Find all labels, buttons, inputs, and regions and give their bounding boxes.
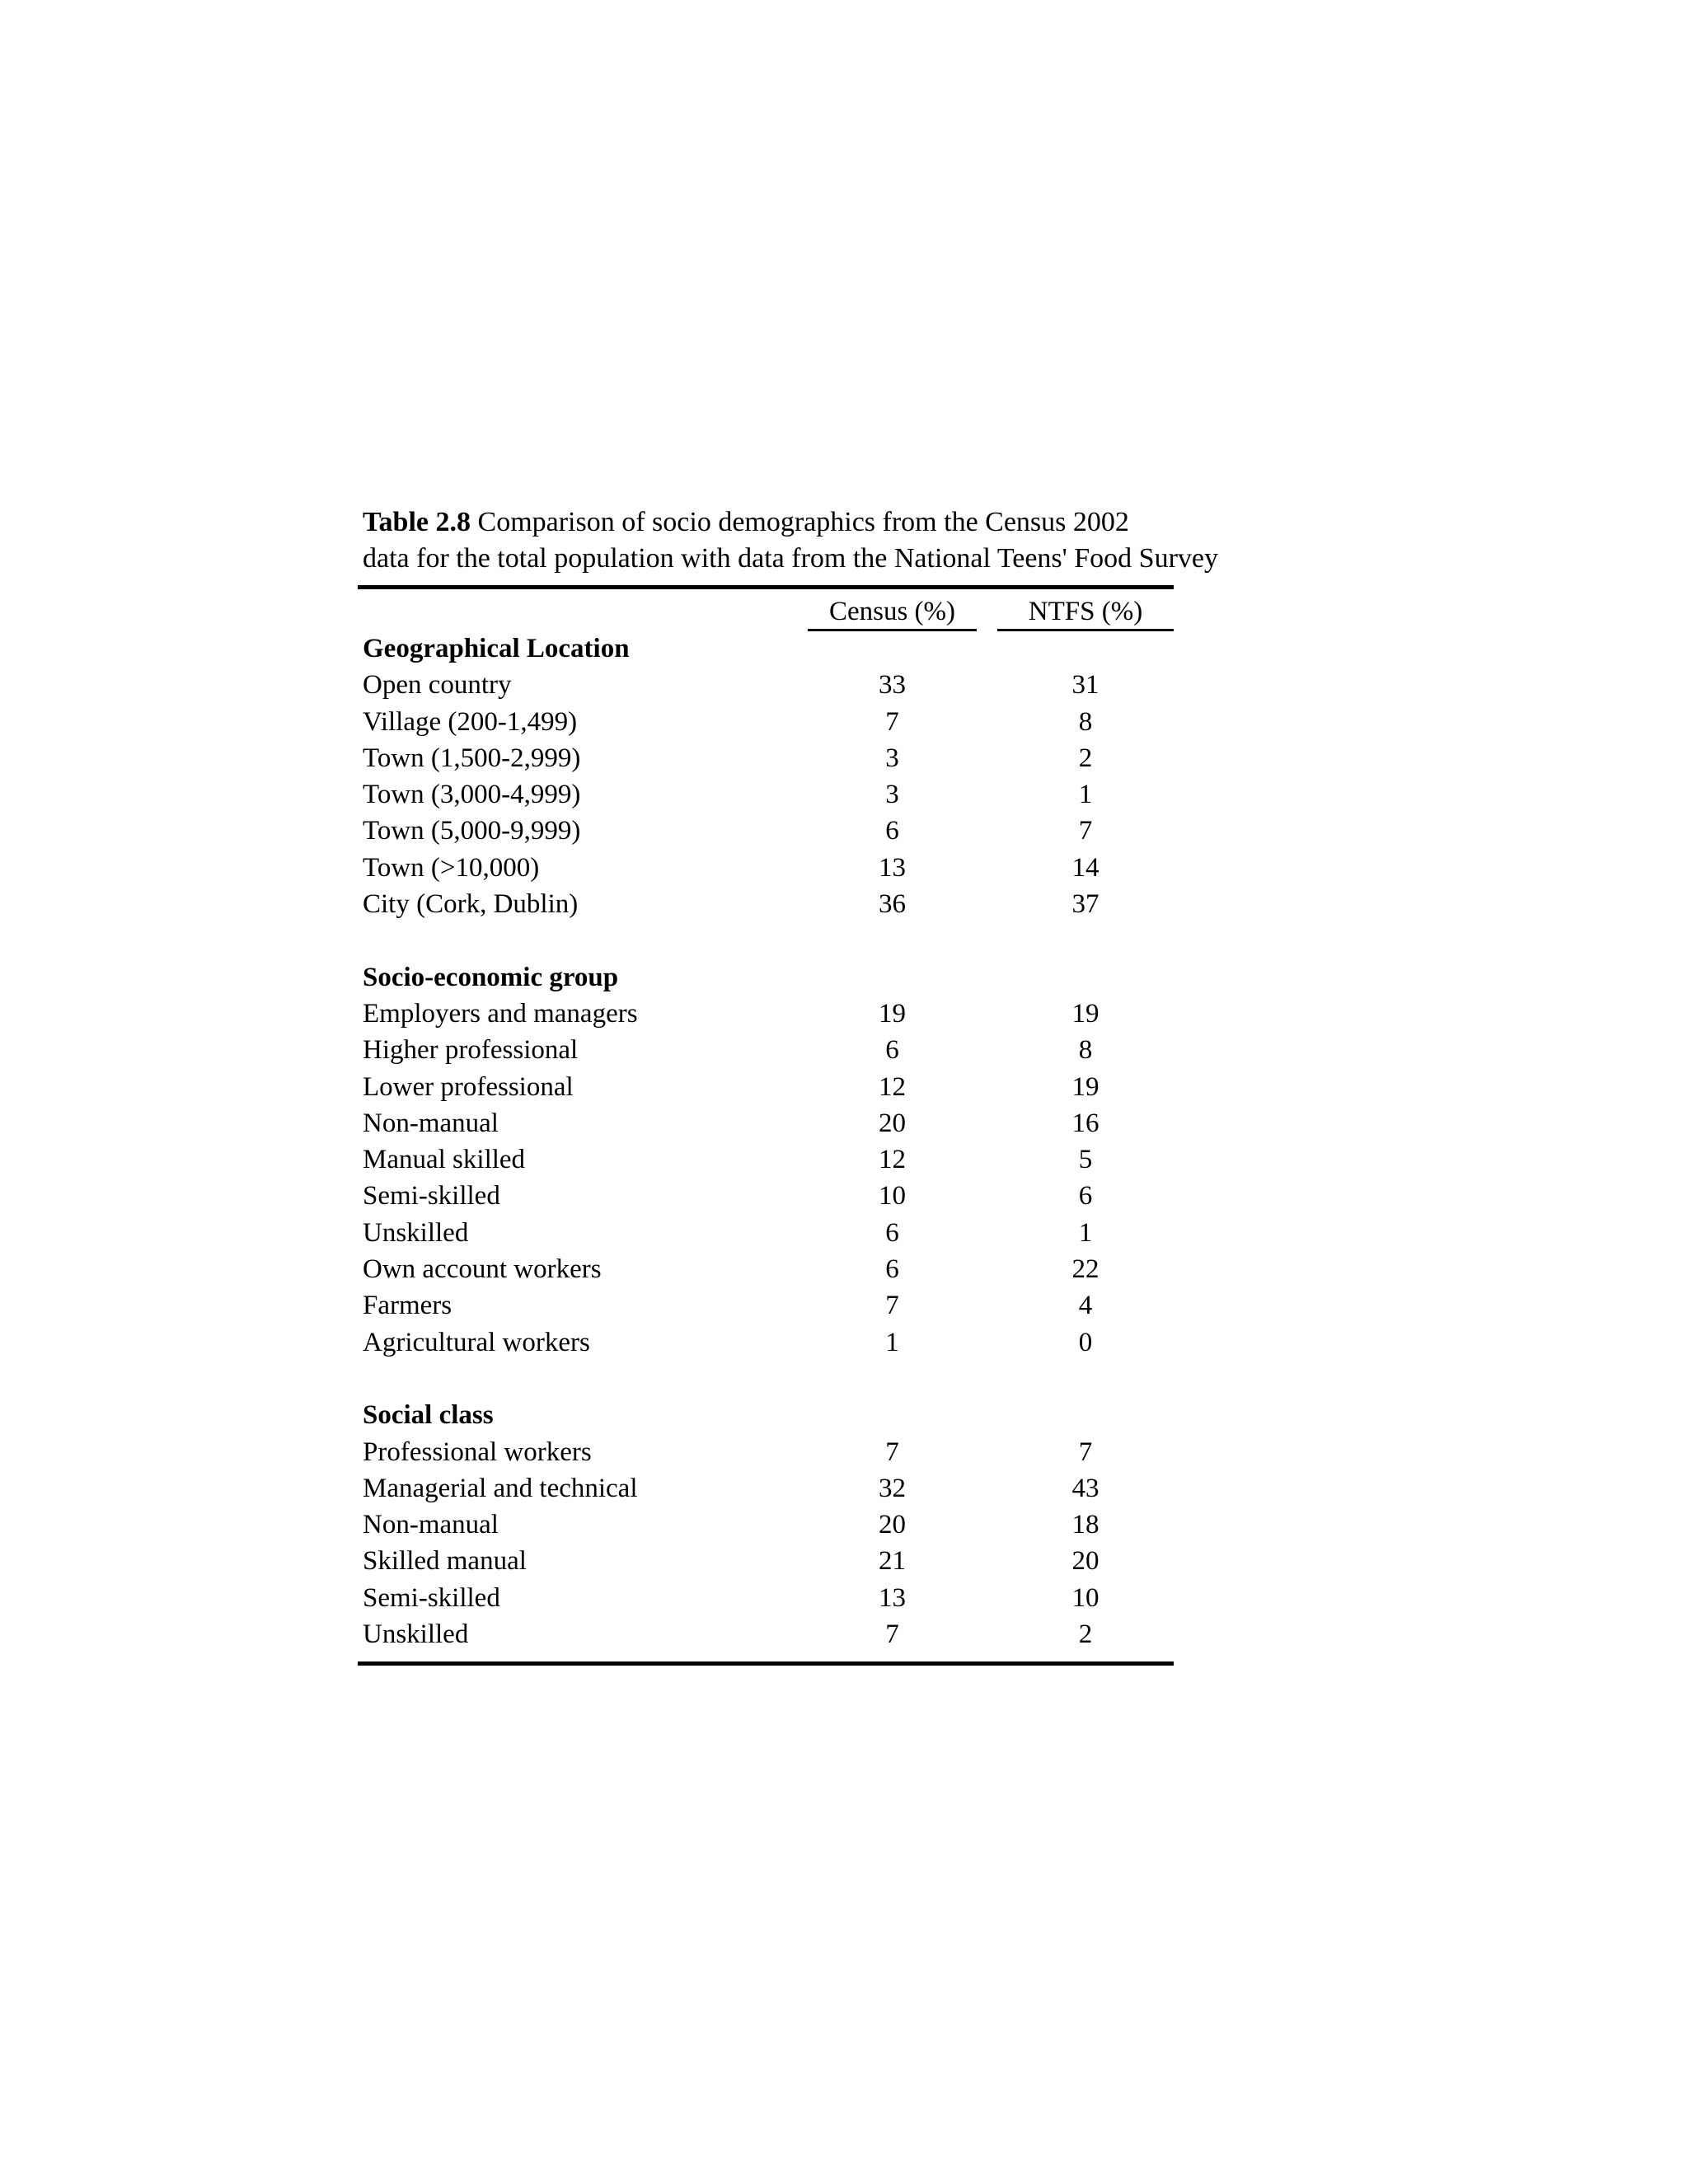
table-row	[363, 1178, 1179, 1214]
census-value: 36	[879, 889, 906, 920]
census-value: 20	[879, 1510, 906, 1540]
table-row	[363, 1434, 1179, 1470]
table-row	[363, 1141, 1179, 1178]
census-value: 13	[879, 1582, 906, 1613]
row-label: Unskilled	[363, 1217, 469, 1248]
census-value: 7	[885, 1619, 899, 1650]
table-row	[363, 1287, 1179, 1324]
row-label: Non-manual	[363, 1108, 499, 1138]
ntfs-value: 16	[1071, 1108, 1100, 1138]
section-heading: Socio-economic group	[363, 962, 619, 992]
row-label: Skilled manual	[363, 1546, 527, 1577]
table-row	[363, 740, 1179, 776]
row-label: Own account workers	[363, 1254, 602, 1285]
row-label: Farmers	[363, 1291, 452, 1321]
table-row	[363, 1215, 1179, 1251]
ntfs-value: 0	[1078, 1327, 1093, 1357]
row-label: Professional workers	[363, 1436, 592, 1467]
ntfs-value: 4	[1078, 1291, 1093, 1321]
table-row	[363, 1069, 1179, 1105]
table-section	[363, 1397, 1179, 1652]
ntfs-value: 1	[1078, 780, 1093, 810]
census-value: 7	[885, 1291, 899, 1321]
table-row	[363, 813, 1179, 849]
caption-line-2: data for the total population with data from the National Teens' Food Survey	[363, 543, 1218, 574]
census-value: 3	[885, 743, 899, 773]
ntfs-value: 2	[1078, 743, 1093, 773]
row-label: Lower professional	[363, 1071, 574, 1102]
row-label: Semi-skilled	[363, 1582, 500, 1613]
table-row	[363, 1580, 1179, 1616]
table-caption	[363, 504, 1236, 577]
census-value: 20	[879, 1108, 906, 1138]
table-row	[363, 776, 1179, 813]
ntfs-value: 8	[1078, 706, 1093, 737]
row-label: Town (5,000-9,999)	[363, 816, 581, 846]
caption-title-part-1: Comparison of socio demographics from the Census 2002	[471, 507, 1129, 537]
census-value: 12	[879, 1145, 906, 1175]
census-value: 10	[879, 1181, 906, 1212]
ntfs-value: 37	[1071, 889, 1100, 920]
row-label: Town (>10,000)	[363, 852, 540, 883]
section-spacer	[363, 922, 1179, 958]
row-label: Open country	[363, 670, 512, 701]
ntfs-value: 2	[1078, 1619, 1093, 1650]
ntfs-value: 19	[1071, 998, 1100, 1029]
ntfs-value: 8	[1078, 1035, 1093, 1066]
ntfs-value: 10	[1071, 1582, 1100, 1613]
row-label: Agricultural workers	[363, 1327, 590, 1357]
table-row	[363, 1616, 1179, 1652]
table-row	[363, 667, 1179, 703]
table-body	[363, 630, 1179, 1652]
table-row	[363, 1105, 1179, 1141]
census-value: 7	[885, 706, 899, 737]
table-row	[363, 1543, 1179, 1579]
table-row	[363, 886, 1179, 922]
row-label: Non-manual	[363, 1510, 499, 1540]
ntfs-value: 19	[1071, 1071, 1100, 1102]
census-value: 7	[885, 1436, 899, 1467]
section-spacer	[363, 1361, 1179, 1397]
caption-line-1	[363, 504, 1236, 541]
table-row	[363, 1324, 1179, 1361]
table-top-rule	[358, 585, 1174, 589]
table-section	[363, 959, 1179, 1361]
census-value: 21	[879, 1546, 906, 1577]
census-value: 19	[879, 998, 906, 1029]
table-row	[363, 996, 1179, 1032]
row-label: Town (3,000-4,999)	[363, 780, 581, 810]
row-label: Managerial and technical	[363, 1473, 638, 1503]
table-row	[363, 1032, 1179, 1068]
row-label: Higher professional	[363, 1035, 579, 1066]
ntfs-value: 18	[1071, 1510, 1100, 1540]
table-bottom-rule	[358, 1661, 1174, 1666]
column-header-census: Census (%)	[828, 597, 956, 626]
census-value: 13	[879, 852, 906, 883]
column-header-ntfs: NTFS (%)	[1028, 597, 1143, 626]
row-label: City (Cork, Dublin)	[363, 889, 579, 920]
section-heading: Geographical Location	[363, 634, 630, 663]
census-value: 6	[885, 1254, 899, 1285]
ntfs-value: 1	[1078, 1217, 1093, 1248]
census-value: 3	[885, 780, 899, 810]
table-row	[363, 1251, 1179, 1287]
ntfs-value: 43	[1071, 1473, 1100, 1503]
row-label: Employers and managers	[363, 998, 638, 1029]
census-value: 6	[885, 1035, 899, 1066]
ntfs-value: 6	[1078, 1181, 1093, 1212]
ntfs-value: 14	[1071, 852, 1100, 883]
row-label: Semi-skilled	[363, 1181, 500, 1212]
section-heading: Social class	[363, 1400, 494, 1431]
table-section	[363, 630, 1179, 922]
table-row	[363, 1470, 1179, 1507]
census-value: 33	[879, 670, 906, 701]
table-row	[363, 704, 1179, 740]
ntfs-value: 31	[1071, 670, 1100, 701]
ntfs-value: 20	[1071, 1546, 1100, 1577]
caption-table-label: Table 2.8	[363, 507, 471, 537]
census-value: 32	[879, 1473, 906, 1503]
table-row	[363, 1507, 1179, 1543]
row-label: Town (1,500-2,999)	[363, 743, 581, 773]
table-row	[363, 850, 1179, 886]
ntfs-value: 5	[1078, 1145, 1093, 1175]
row-label: Unskilled	[363, 1619, 469, 1650]
census-value: 1	[885, 1327, 899, 1357]
census-value: 6	[885, 1217, 899, 1248]
ntfs-value: 22	[1071, 1254, 1100, 1285]
census-value: 6	[885, 816, 899, 846]
row-label: Village (200-1,499)	[363, 706, 578, 737]
row-label: Manual skilled	[363, 1145, 526, 1175]
ntfs-value: 7	[1078, 1436, 1093, 1467]
census-value: 12	[879, 1071, 906, 1102]
ntfs-value: 7	[1078, 816, 1093, 846]
